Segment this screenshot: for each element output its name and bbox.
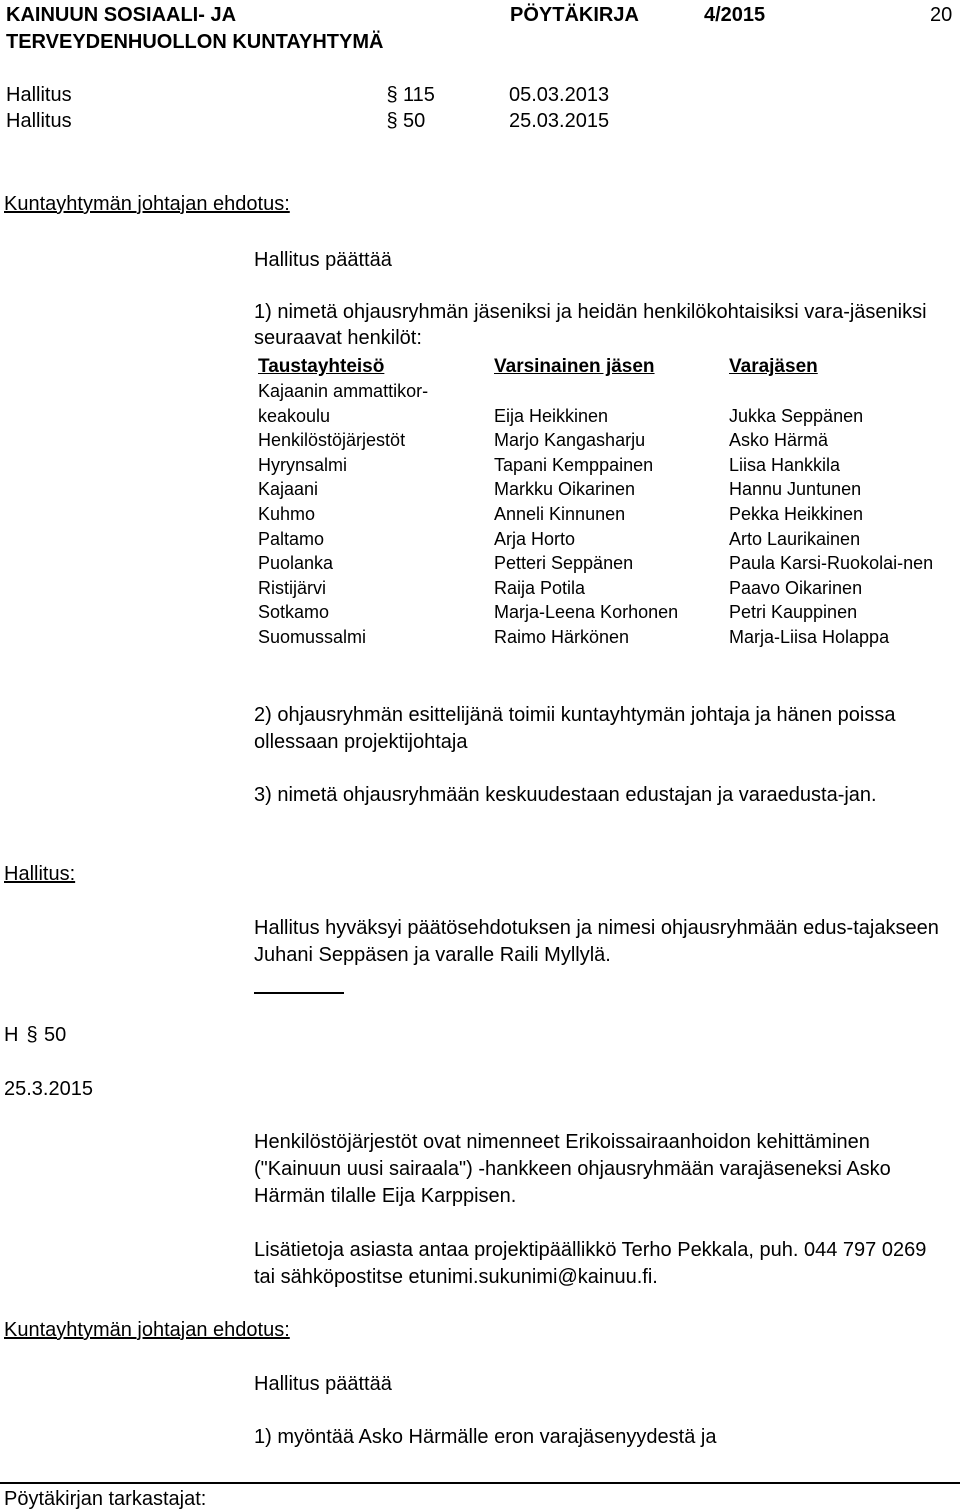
table-cell — [490, 379, 725, 428]
table-cell: Kuhmo — [258, 503, 316, 524]
table-cell: Hyrynsalmi — [258, 454, 348, 475]
proposal-item-2: 2) ohjausryhmän esittelijänä toimii kuntayhtymän johtaja ja hänen poissa ollessaan projektijohtaja — [254, 704, 896, 753]
proposal-label: Kuntayhtymän johtajan ehdotus: — [4, 1319, 290, 1341]
table-cell-text: Jukka Seppänen — [729, 405, 864, 426]
table-cell: Arto Laurikainen — [729, 528, 861, 549]
table-cell: Petteri Seppänen — [494, 553, 634, 574]
proposal-item-1: 1) nimetä ohjausryhmän jäseniksi ja heidän henkilökohtaisiksi vara-jäseniksi seuraavat henkilöt: — [254, 301, 927, 349]
table-row — [254, 379, 953, 428]
table-row — [254, 428, 953, 453]
org-name-line1: KAINUUN SOSIAALI- JA — [6, 4, 237, 26]
section-ref-date: 25.3.2015 — [4, 1078, 93, 1100]
table-cell: Kajaanin ammattikor-keakoulu — [258, 381, 429, 426]
doc-type: PÖYTÄKIRJA — [510, 4, 639, 26]
table-cell: Markku Oikarinen — [494, 479, 636, 500]
table-cell-text: Eija Heikkinen — [494, 405, 609, 426]
table-cell: Hannu Juntunen — [729, 479, 862, 500]
table-row — [254, 576, 953, 601]
ref-date: 25.03.2015 — [509, 110, 610, 132]
table-row — [254, 502, 953, 527]
table-cell: Liisa Hankkila — [729, 454, 841, 475]
section-mark: § — [386, 84, 398, 106]
table-row — [254, 453, 953, 478]
table-cell: Arja Horto — [494, 528, 576, 549]
table-cell: Puolanka — [258, 553, 334, 574]
ref-row — [6, 82, 610, 108]
decides-heading: Hallitus päättää — [254, 1373, 392, 1395]
body-paragraph-2: Lisätietoja asiasta antaa projektipäällikkö Terho Pekkala, puh. 044 797 0269 tai sähköpostitse etunimi.sukunimi@kainuu.fi. — [254, 1239, 927, 1288]
table-cell: Suomussalmi — [258, 626, 367, 647]
ref-number: 50 — [403, 110, 426, 132]
board-label: Hallitus: — [4, 863, 76, 885]
table-cell: Anneli Kinnunen — [494, 503, 626, 524]
table-header-row — [254, 355, 953, 379]
table-cell — [725, 379, 953, 428]
table-cell: Marja-Liisa Holappa — [729, 626, 890, 647]
table-cell: Asko Härmä — [729, 430, 829, 451]
section-ref — [4, 1022, 67, 1048]
section-ref-number: 50 — [44, 1024, 67, 1046]
decides-heading: Hallitus päättää — [254, 249, 392, 271]
proposal-item-3: 3) nimetä ohjausryhmään keskuudestaan edustajan ja varaedusta-jan. — [254, 784, 877, 806]
ref-row — [6, 108, 610, 134]
ref-body: Hallitus — [6, 84, 72, 106]
table-cell: Henkilöstöjärjestöt — [258, 430, 406, 451]
table-cell: Kajaani — [258, 479, 319, 500]
footer-label: Pöytäkirjan tarkastajat: — [4, 1488, 207, 1510]
member-table — [254, 355, 953, 650]
ref-date: 05.03.2013 — [509, 84, 610, 106]
board-decision: Hallitus hyväksyi päätösehdotuksen ja nimesi ohjausryhmään edus-tajakseen Juhani Seppäsen ja varalle Raili Myllylä. — [254, 917, 939, 966]
table-cell: Pekka Heikkinen — [729, 503, 864, 524]
column-header: Varsinainen jäsen — [494, 356, 655, 377]
table-row — [254, 625, 953, 650]
column-header: Taustayhteisö — [258, 356, 385, 377]
table-cell: Paltamo — [258, 528, 325, 549]
table-cell: Sotkamo — [258, 602, 330, 623]
table-cell: Marjo Kangasharju — [494, 430, 646, 451]
table-row — [254, 600, 953, 625]
body-paragraph-1: Henkilöstöjärjestöt ovat nimenneet Erikoissairaanhoidon kehittäminen ("Kainuun uusi sairaala") -hankkeen ohjausryhmään varajäseneksi Asko Härmän tilalle Eija Karppisen. — [254, 1131, 891, 1207]
ref-body: Hallitus — [6, 110, 72, 132]
section-mark: § — [386, 110, 398, 132]
column-header: Varajäsen — [729, 356, 818, 377]
table-cell: Marja-Leena Korhonen — [494, 602, 679, 623]
org-name-line2: TERVEYDENHUOLLON KUNTAYHTYMÄ — [6, 31, 384, 53]
table-cell: Tapani Kemppainen — [494, 454, 654, 475]
table-cell: Raija Potila — [494, 577, 586, 598]
proposal-label: Kuntayhtymän johtajan ehdotus: — [4, 193, 290, 215]
table-cell: Petri Kauppinen — [729, 602, 858, 623]
section-ref-prefix: H — [4, 1024, 19, 1046]
page-number: 20 — [930, 4, 953, 26]
table-row — [254, 477, 953, 502]
table-cell: Paula Karsi-Ruokolai-nen — [729, 553, 934, 574]
table-row — [254, 551, 953, 576]
ref-number: 115 — [403, 84, 435, 106]
table-cell: Raimo Härkönen — [494, 626, 630, 647]
table-row — [254, 527, 953, 552]
footer-rule — [0, 1482, 960, 1484]
proposal-item-1: 1) myöntää Asko Härmälle eron varajäsenyydestä ja — [254, 1426, 717, 1448]
section-mark: § — [26, 1024, 38, 1046]
table-cell: Paavo Oikarinen — [729, 577, 863, 598]
table-cell: Ristijärvi — [258, 577, 327, 598]
doc-number: 4/2015 — [704, 4, 766, 26]
signature-rule — [254, 992, 344, 994]
